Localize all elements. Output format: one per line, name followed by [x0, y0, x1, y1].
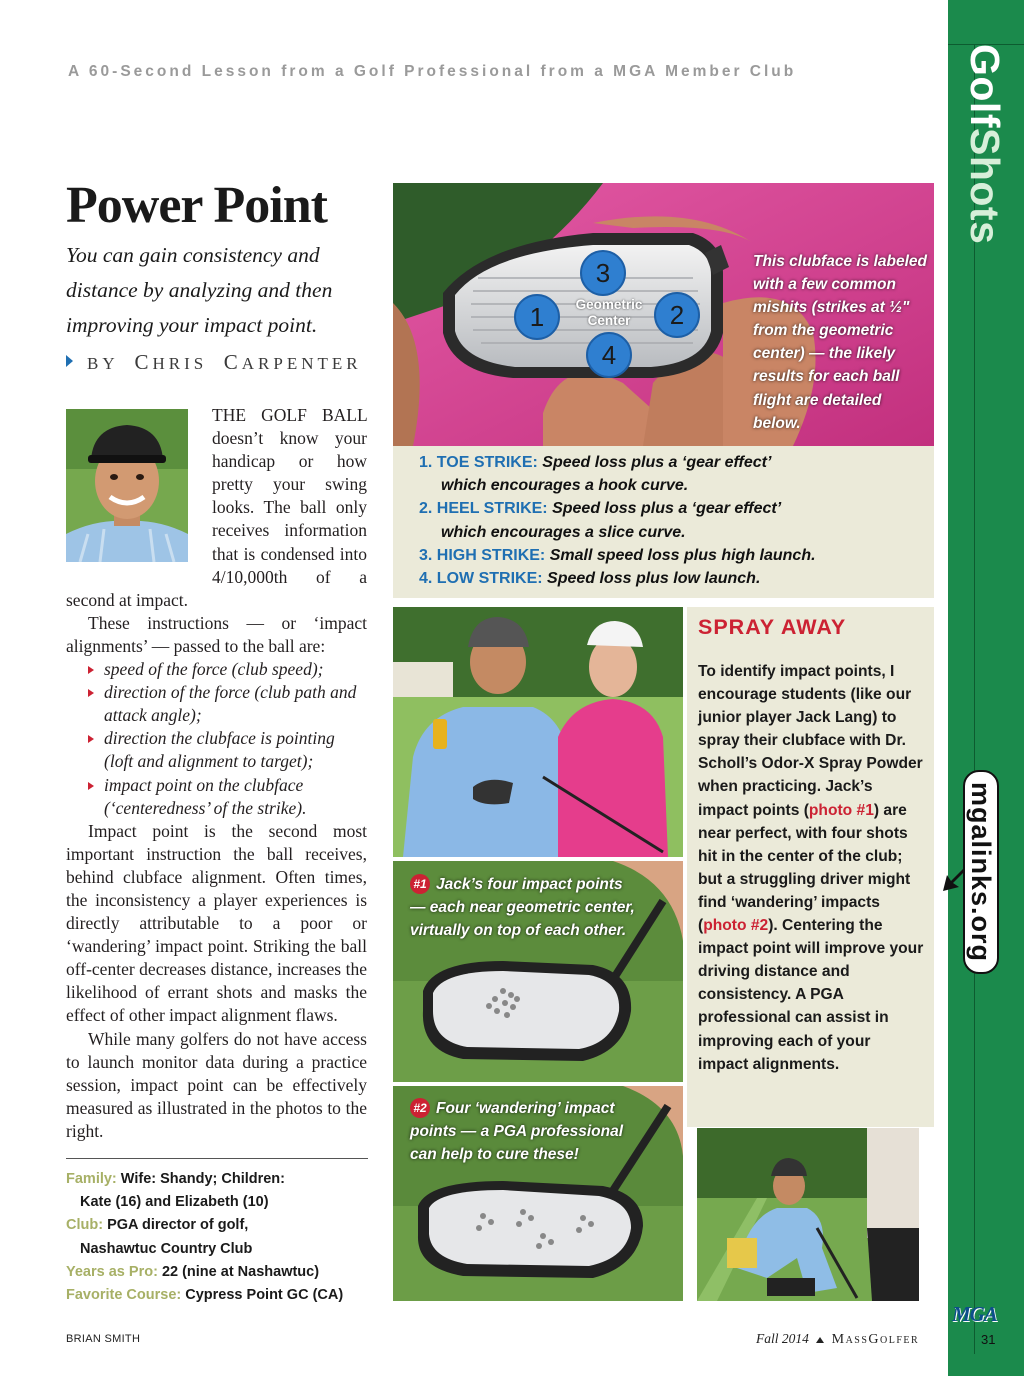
- spray-away-sidebar: [687, 607, 934, 1127]
- strike-key: TOE STRIKE:: [436, 454, 538, 471]
- lesson-photo: [697, 1128, 919, 1301]
- impact-alignments-list: [82, 658, 367, 820]
- photo-2-caption-line3: can help to cure these!: [410, 1146, 579, 1163]
- photo-2-caption-line2: points — a PGA professional: [410, 1123, 624, 1140]
- section-name: [961, 44, 1008, 244]
- section-kicker: A 60-Second Lesson from a Golf Professional from a MGA Member Club: [68, 63, 797, 80]
- bio-course-label: Favorite Course:: [66, 1287, 182, 1304]
- footer-issue: Fall 2014: [756, 1331, 809, 1346]
- body-paragraph-2: These instructions — or ‘impact alignments’ — passed to the ball are:: [66, 612, 367, 656]
- spray-demo-photo: [393, 607, 683, 857]
- para1-text: doesn’t know your handicap or how pretty your swing looks. The ball only receives information that is condensed into 4/10,000th of a second at impact.: [66, 428, 367, 610]
- cursor-arrow-icon: [941, 867, 967, 893]
- author-bio: [66, 1168, 376, 1307]
- mgalinks-url[interactable]: mgalinks.org: [963, 770, 999, 974]
- strike-key: HIGH STRIKE:: [436, 546, 546, 564]
- bio-divider: [66, 1158, 368, 1159]
- bio-years-value: 22 (nine at Nashawtuc): [161, 1263, 320, 1280]
- byline-last-rest: ARPENTER: [241, 354, 362, 373]
- footer-magazine: MassGolfer: [831, 1332, 920, 1347]
- spray-text-a: To identify impact points, I encourage students (like our junior player Jack Lang) to spray their clubface with Dr. Scholl’s Odor-X Spray Powder when practicing. Jack’s impact points (: [698, 663, 923, 819]
- geometric-center-label-line1: Geometric: [575, 297, 643, 312]
- bio-club-value: PGA director of golf,: [107, 1217, 249, 1234]
- spray-away-title: SPRAY AWAY: [698, 615, 847, 639]
- strike-num: 4.: [419, 570, 433, 588]
- marker-2: 2: [669, 300, 685, 330]
- byline-last-initial: C: [223, 350, 242, 374]
- bio-years-label: Years as Pro:: [66, 1263, 158, 1280]
- bio-family-value-2: Kate (16) and Elizabeth (10): [80, 1194, 269, 1211]
- strike-item-low: [419, 567, 934, 590]
- byline-by: BY: [87, 354, 118, 373]
- photo-2-caption: [410, 1097, 623, 1166]
- article-deck: You can gain consistency and distance by analyzing and then improving your impact point.: [66, 243, 333, 337]
- strike-list: [393, 446, 934, 598]
- photo-1-caption: [410, 873, 635, 942]
- body-paragraph-4: While many golfers do not have access to launch monitor data during a practice session, impact point can be effectively measured as illustrated in the photos to the right.: [66, 1028, 367, 1141]
- strike-key: HEEL STRIKE:: [436, 500, 548, 518]
- spray-away-text: [698, 660, 924, 1076]
- strike-desc: Speed loss plus a ‘gear effect’: [552, 500, 782, 518]
- geometric-center-label: [566, 297, 652, 329]
- mga-logo: MGA: [952, 1302, 997, 1326]
- list-item: speed of the force (club speed);: [82, 658, 367, 681]
- strike-item-high: [419, 544, 934, 567]
- photo-1-badge: #1: [410, 874, 430, 894]
- spray-text-b: ) are near perfect, with four shots hit in the center of the club; but a struggling driver might find ‘wandering’ impacts (: [698, 801, 911, 935]
- page-footer: [756, 1331, 919, 1348]
- strike-item-heel: [419, 497, 934, 543]
- strike-desc-2: which encourages a hook curve.: [441, 477, 689, 495]
- strike-num: 2.: [419, 500, 433, 518]
- photo-credit: BRIAN SMITH: [66, 1333, 141, 1345]
- list-item: direction of the force (club path and attack angle);: [82, 681, 367, 727]
- marker-4: 4: [601, 340, 617, 370]
- photo-1-caption-line1: Jack’s four impact points: [436, 876, 623, 893]
- strike-desc: Speed loss plus low launch.: [547, 570, 761, 588]
- strike-desc-2: which encourages a slice curve.: [441, 523, 686, 541]
- list-item: direction the clubface is pointing (loft and alignment to target);: [82, 727, 367, 773]
- strike-key: LOW STRIKE:: [436, 570, 543, 588]
- list-item: impact point on the clubface (‘centeredness’ of the strike).: [82, 774, 367, 820]
- byline: [66, 350, 362, 375]
- byline-first-rest: HRIS: [152, 354, 208, 373]
- bio-family-label: Family:: [66, 1171, 117, 1187]
- marker-3: 3: [595, 258, 611, 288]
- bio-family-value: Wife: Shandy; Children:: [120, 1171, 285, 1187]
- section-name-shots: Shots: [962, 127, 1008, 245]
- article-body: [66, 404, 367, 1143]
- photo-2-badge: #2: [410, 1098, 430, 1118]
- bio-club-label: Club:: [66, 1217, 104, 1234]
- page-number: 31: [981, 1332, 996, 1347]
- photo-1-reference: photo #1: [808, 801, 874, 819]
- strike-num: 1.: [419, 454, 433, 471]
- strike-desc: Speed loss plus a ‘gear effect’: [542, 454, 772, 471]
- spray-text-c: ). Centering the impact point will improve your driving distance and consistency. A PGA professional can assist in improving each of your impact alignments.: [698, 917, 924, 1073]
- bio-club-value-2: Nashawtuc Country Club: [80, 1240, 253, 1257]
- footer-triangle-icon: [816, 1337, 824, 1343]
- marker-1: 1: [529, 302, 545, 332]
- bio-course-value: Cypress Point GC (CA): [185, 1287, 344, 1304]
- photo-1-caption-line2: — each near geometric center,: [410, 899, 635, 916]
- photo-1-caption-line3: virtually on top of each other.: [410, 922, 627, 939]
- byline-arrow-icon: [66, 355, 73, 367]
- body-paragraph-3: Impact point is the second most important instruction the ball receives, behind clubface alignment. Often times, the inconsistency a player experiences is directly attributable to a poor or ‘wandering’ impact point. Striking the ball off-center decreases distance, increases the likelihood of errant shots and masks the effect of other impact alignment flaws.: [66, 820, 367, 1026]
- article-title: Power Point: [66, 177, 327, 234]
- section-name-golf: Golf: [962, 44, 1008, 128]
- strike-item-toe: [419, 451, 934, 497]
- byline-first-initial: C: [134, 350, 153, 374]
- lead-caps: THE GOLF BALL: [212, 405, 367, 425]
- photo-2-caption-line1: Four ‘wandering’ impact: [436, 1100, 615, 1117]
- strike-desc: Small speed loss plus high launch.: [549, 546, 816, 564]
- clubface-caption: This clubface is labeled with a few common mishits (strikes at ½" from the geometric center) — the likely results for each ball flight are detailed below.: [753, 253, 928, 432]
- strike-num: 3.: [419, 546, 433, 564]
- photo-2-reference: photo #2: [703, 917, 769, 935]
- geometric-center-label-line2: Center: [587, 313, 631, 328]
